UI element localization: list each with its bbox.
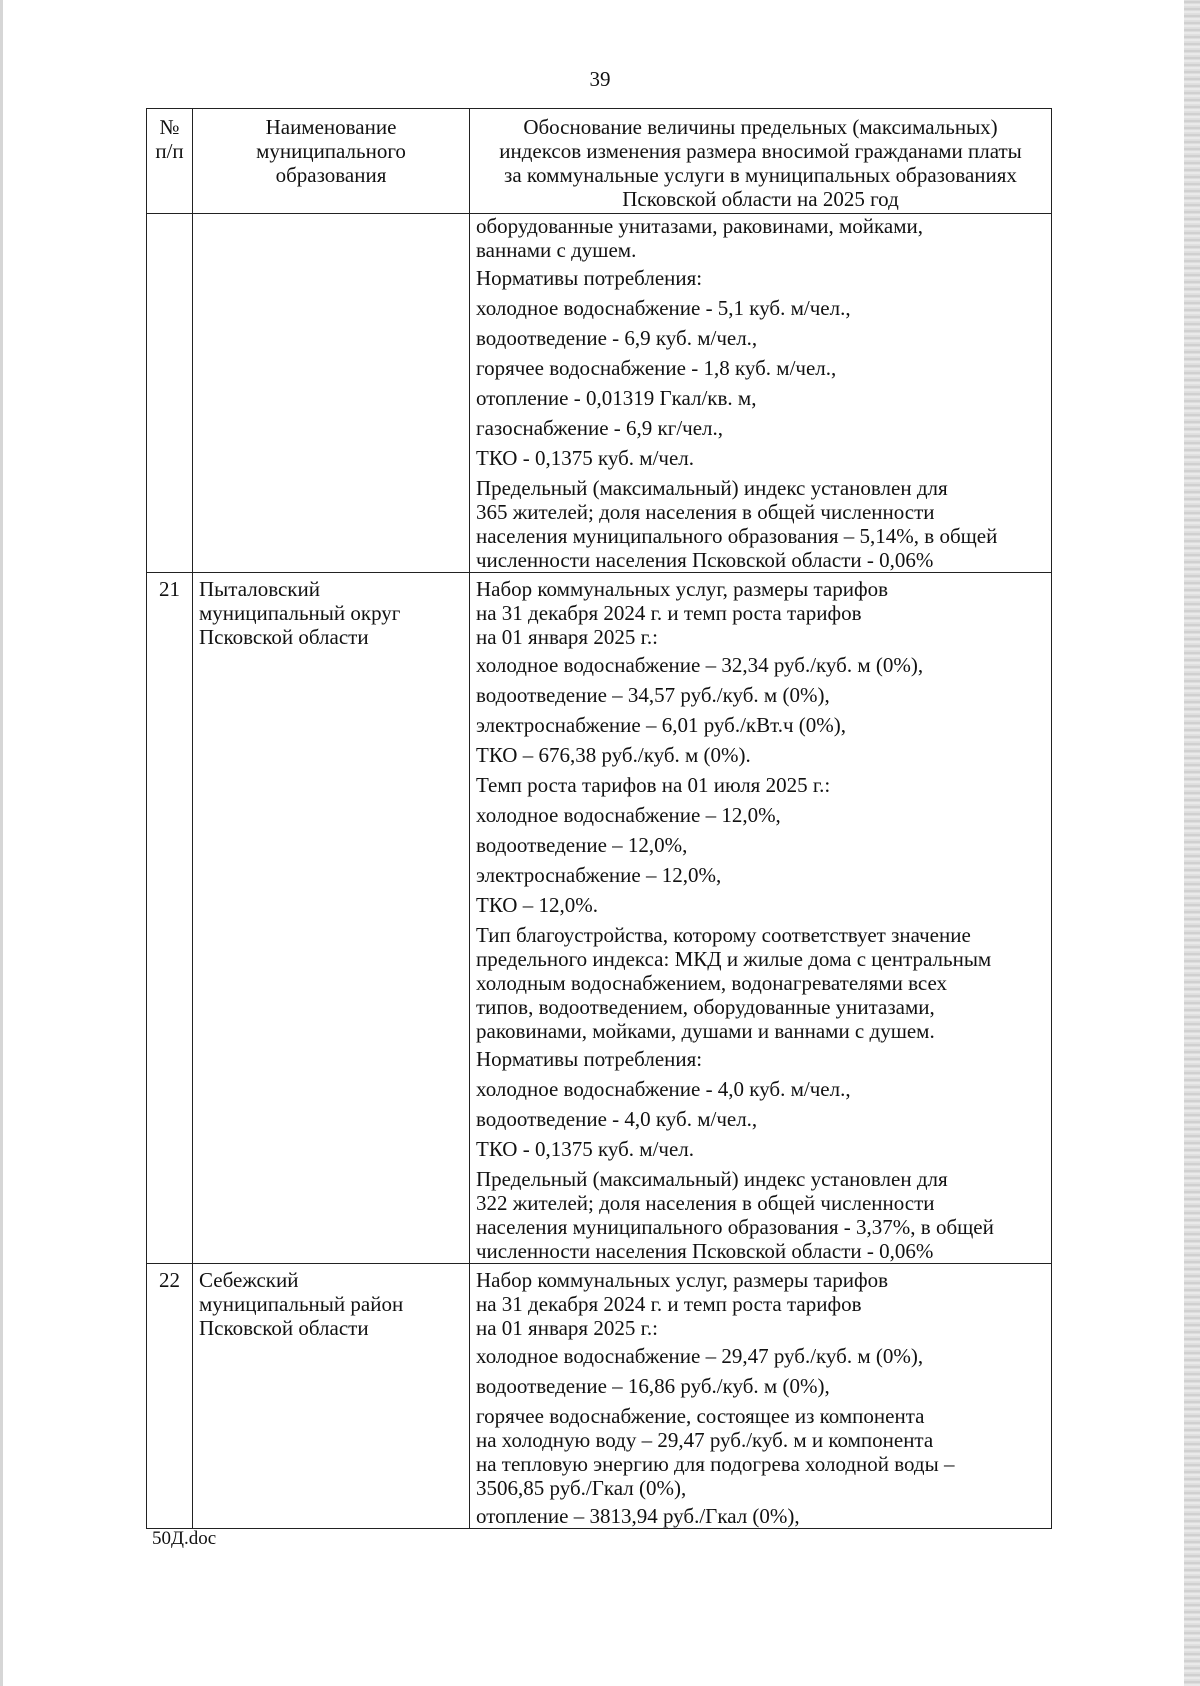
basis-paragraph: Нормативы потребления:: [476, 1047, 703, 1071]
basis-paragraph: горячее водоснабжение, состоящее из компонента на холодную воду – 29,47 руб./куб. м и компонента на тепловую энергию для подогрева холодной воды – 3506,85 руб./Гкал (0%),: [476, 1404, 955, 1500]
basis-paragraph: газоснабжение - 6,9 кг/чел.,: [476, 416, 724, 440]
basis-paragraph: Предельный (максимальный) индекс установлен для 365 жителей; доля населения в общей численности населения муниципального образования – 5,14%, в общей численности населения Псковской области - 0,06%: [476, 476, 998, 572]
table-row: [147, 214, 1052, 573]
basis-paragraph: электроснабжение – 12,0%,: [476, 863, 722, 887]
basis-paragraph: холодное водоснабжение – 29,47 руб./куб. м (0%),: [476, 1344, 924, 1368]
basis-paragraph: электроснабжение – 6,01 руб./кВт.ч (0%),: [476, 713, 847, 737]
basis-paragraph: ТКО - 0,1375 куб. м/чел.: [476, 1137, 695, 1161]
footer-filename: 50Д.doc: [152, 1528, 217, 1549]
table-header-row: [147, 109, 1052, 214]
basis-paragraph: Тип благоустройства, которому соответствует значение предельного индекса: МКД и жилые дома с центральным холодным водоснабжением, водонагревателями всех типов, водоотведением, оборудованные унитазами, раковинами, мойками, душами и ваннами с душем.: [476, 923, 992, 1043]
basis-paragraph: оборудованные унитазами, раковинами, мойками, ваннами с душем.: [476, 214, 923, 262]
header-number: № п/п: [147, 109, 193, 214]
basis-paragraph: Темп роста тарифов на 01 июля 2025 г.:: [476, 773, 831, 797]
basis-paragraph: ТКО - 0,1375 куб. м/чел.: [476, 446, 695, 470]
basis-paragraph: холодное водоснабжение - 5,1 куб. м/чел.,: [476, 296, 851, 320]
row-municipality: Пыталовский муниципальный округ Псковской области: [193, 573, 470, 1264]
basis-paragraph: водоотведение - 6,9 куб. м/чел.,: [476, 326, 758, 350]
row-basis: [470, 214, 1052, 573]
table-row: [147, 573, 1052, 1264]
scan-edge-left: [0, 0, 3, 1686]
basis-paragraph: отопление – 3813,94 руб./Гкал (0%),: [476, 1504, 800, 1528]
basis-paragraph: Набор коммунальных услуг, размеры тарифов на 31 декабря 2024 г. и темп роста тарифов на 01 января 2025 г.:: [476, 1268, 888, 1340]
basis-paragraph: отопление - 0,01319 Гкал/кв. м,: [476, 386, 757, 410]
basis-paragraph: холодное водоснабжение – 12,0%,: [476, 803, 781, 827]
basis-paragraph: водоотведение - 4,0 куб. м/чел.,: [476, 1107, 758, 1131]
row-municipality: [193, 214, 470, 573]
basis-paragraph: водоотведение – 16,86 руб./куб. м (0%),: [476, 1374, 830, 1398]
basis-paragraph: Набор коммунальных услуг, размеры тарифов на 31 декабря 2024 г. и темп роста тарифов на 01 января 2025 г.:: [476, 577, 888, 649]
header-municipality-name: Наименование муниципального образования: [193, 109, 470, 214]
table-row: [147, 1264, 1052, 1529]
row-basis: [470, 573, 1052, 1264]
row-basis: [470, 1264, 1052, 1529]
row-municipality: Себежский муниципальный район Псковской области: [193, 1264, 470, 1529]
row-number: 22: [147, 1264, 193, 1529]
basis-paragraph: ТКО – 676,38 руб./куб. м (0%).: [476, 743, 751, 767]
basis-paragraph: ТКО – 12,0%.: [476, 893, 598, 917]
row-number: 21: [147, 573, 193, 1264]
basis-paragraph: Нормативы потребления:: [476, 266, 703, 290]
basis-paragraph: Предельный (максимальный) индекс установлен для 322 жителей; доля населения в общей численности населения муниципального образования - 3,37%, в общей численности населения Псковской области - 0,06%: [476, 1167, 994, 1263]
scan-edge-right: [1184, 0, 1200, 1686]
basis-paragraph: водоотведение – 34,57 руб./куб. м (0%),: [476, 683, 830, 707]
basis-paragraph: холодное водоснабжение – 32,34 руб./куб. м (0%),: [476, 653, 924, 677]
row-number: [147, 214, 193, 573]
tariff-index-table: [146, 108, 1052, 1529]
basis-paragraph: горячее водоснабжение - 1,8 куб. м/чел.,: [476, 356, 837, 380]
basis-paragraph: холодное водоснабжение - 4,0 куб. м/чел.,: [476, 1077, 851, 1101]
basis-paragraph: водоотведение – 12,0%,: [476, 833, 688, 857]
page-number: 39: [589, 67, 611, 91]
header-index-basis: Обоснование величины предельных (максимальных) индексов изменения размера вносимой гражданами платы за коммунальные услуги в муниципальных образованиях Псковской области на 2025 год: [470, 109, 1052, 214]
